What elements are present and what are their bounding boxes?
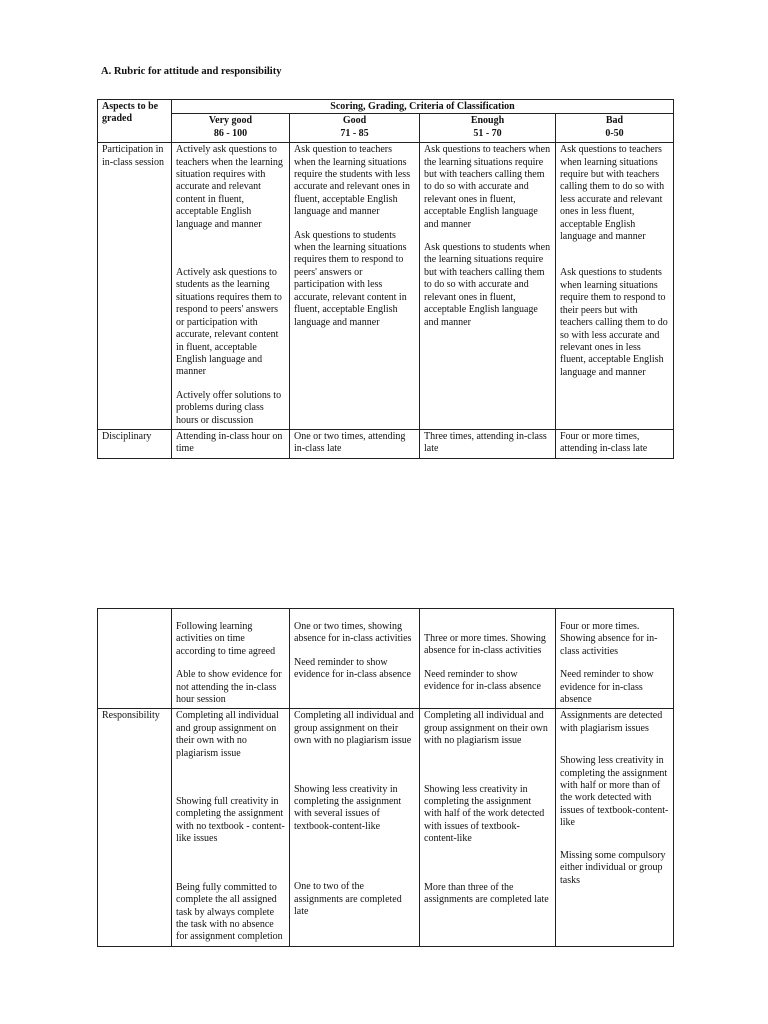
header-row — [98, 100, 674, 114]
criterion: Need reminder to show evidence for in-class absence — [560, 669, 654, 706]
criterion: Missing some compulsory either individual or group tasks — [560, 849, 666, 886]
criterion: Ask question to teachers when the learning situations require the students with less accurate and relevant ones in fluent, acceptable English language and manner — [294, 144, 411, 218]
criterion: Need reminder to show evidence for in-class absence — [294, 656, 411, 681]
aspect-participation: Participation in in-class session — [98, 143, 172, 430]
level-name: Good — [342, 115, 367, 127]
criterion: Four or more times. Showing absence for in-class activities — [560, 621, 658, 657]
criterion: Actively offer solutions to problems during class hours or discussion — [176, 389, 282, 426]
cell-participation-enough — [420, 143, 556, 430]
cell-participation-bad — [556, 143, 674, 430]
cell-disciplinary-bad: Four or more times, attending in-class late — [556, 429, 674, 458]
aspect-responsibility: Responsibility — [98, 709, 172, 946]
criterion: Showing less creativity in completing the assignment with half or more than of the work detected with issues of textbook-content-like — [560, 755, 669, 829]
level-bad — [556, 114, 674, 143]
row-participation — [98, 143, 674, 430]
levels-row — [98, 114, 674, 143]
scoring-header: Scoring, Grading, Criteria of Classification — [172, 100, 674, 114]
level-name: Enough — [470, 115, 505, 127]
criterion: Showing full creativity in completing the assignment with no textbook - content-like issues — [176, 796, 285, 845]
criterion: Ask questions to students when learning situations require them to respond to their peers but with teachers calling them to do so with less accurate and relevant ones in less fluent, acceptable English language and manner — [560, 267, 668, 378]
criterion: Three or more times. Showing absence for in-class activities — [424, 633, 546, 657]
criterion: Assignments are detected with plagiarism issues — [560, 710, 663, 734]
level-very-good — [172, 114, 290, 143]
criterion: Showing less creativity in completing the assignment with several issues of textbook-content-like — [294, 783, 402, 832]
cell-disc2-very-good — [172, 609, 290, 709]
criterion: Showing less creativity in completing the assignment with half of the work detected with issues of textbook-content-like — [424, 783, 545, 845]
cell-responsibility-good — [290, 709, 420, 946]
aspects-header: Aspects to be graded — [98, 100, 172, 143]
criterion: Ask questions to teachers when the learning situations require but with teachers calling them to do so with accurate and relevant ones in fluent, acceptable English language and manner — [424, 144, 551, 230]
criterion: Actively ask questions to students as the learning situations requires them to respond to peers' answers or participation with accurate, relevant content in fluent, acceptable English language and manner — [176, 267, 282, 378]
cell-participation-very-good — [172, 143, 290, 430]
criterion: Ask questions to students when the learning situations require but with teachers calling them to do so with accurate and relevant ones in fluent, acceptable English language and manner — [424, 242, 551, 328]
row-disciplinary-continued — [98, 609, 674, 709]
cell-disc2-good — [290, 609, 420, 709]
criterion: More than three of the assignments are completed late — [424, 881, 549, 906]
aspect-disciplinary-continued — [98, 609, 172, 709]
section-title: A. Rubric for attitude and responsibility — [101, 66, 282, 77]
level-range: 0-50 — [605, 127, 624, 139]
rubric-table-bottom — [97, 608, 674, 947]
criterion: Ask questions to teachers when learning situations require but with teachers calling them to do so with less accurate and relevant ones in less fluent, acceptable English language and manner — [560, 144, 665, 243]
cell-participation-good — [290, 143, 420, 430]
cell-responsibility-very-good — [172, 709, 290, 946]
level-enough — [420, 114, 556, 143]
level-range: 71 - 85 — [340, 127, 369, 139]
cell-responsibility-bad — [556, 709, 674, 946]
level-good — [290, 114, 420, 143]
cell-disc2-enough — [420, 609, 556, 709]
criterion: One or two times, showing absence for in-class activities — [294, 621, 412, 645]
rubric-table-top — [97, 99, 674, 459]
row-responsibility — [98, 709, 674, 946]
criterion: Being fully committed to complete the all assigned task by always complete the task with no absence for assignment completion — [176, 881, 283, 943]
level-name: Bad — [605, 115, 624, 127]
criterion: Completing all individual and group assignment on their own with no plagiarism issue — [176, 710, 279, 759]
cell-disciplinary-very-good: Attending in-class hour on time — [172, 429, 290, 458]
cell-disciplinary-enough: Three times, attending in-class late — [420, 429, 556, 458]
criterion: Actively ask questions to teachers when the learning situation requires with accurate and relevant content in fluent, acceptable English language and manner — [176, 144, 283, 230]
criterion: Completing all individual and group assignment on their own with no plagiarism issue — [424, 710, 548, 747]
cell-disciplinary-good: One or two times, attending in-class late — [290, 429, 420, 458]
criterion: Completing all individual and group assignment on their own with no plagiarism issue — [294, 710, 414, 747]
level-name: Very good — [208, 115, 253, 127]
cell-disc2-bad — [556, 609, 674, 709]
criterion: Following learning activities on time according to time agreed — [176, 621, 276, 657]
level-range: 51 - 70 — [473, 127, 502, 139]
aspect-disciplinary: Disciplinary — [98, 429, 172, 458]
cell-responsibility-enough — [420, 709, 556, 946]
row-disciplinary — [98, 429, 674, 458]
criterion: Need reminder to show evidence for in-class absence — [424, 668, 541, 693]
criterion: Ask questions to students when the learning situations requires them to respond to peers' answers or participation with less accurate, relevant content in fluent, acceptable English language and manner — [294, 229, 407, 328]
level-range: 86 - 100 — [213, 127, 248, 139]
criterion: Able to show evidence for not attending the in-class hour session — [176, 669, 282, 706]
criterion: One to two of the assignments are completed late — [294, 881, 402, 918]
